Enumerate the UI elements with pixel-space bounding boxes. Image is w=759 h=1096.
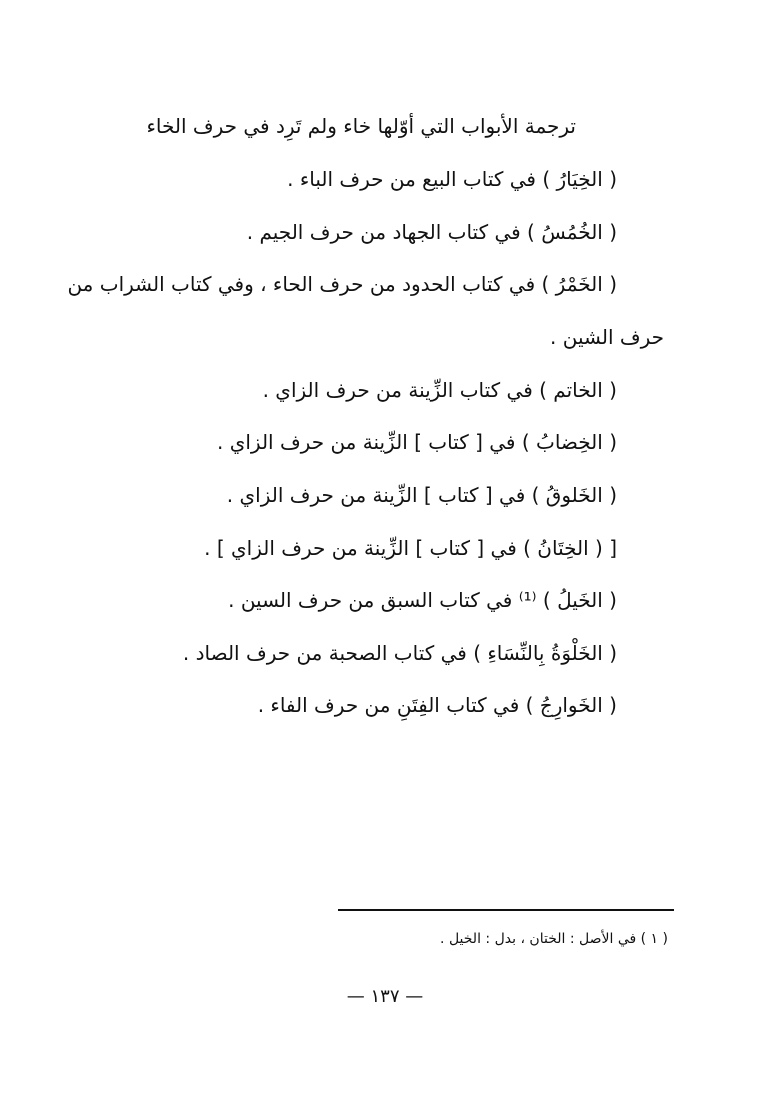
entry-line: ( الخِضابُ ) في [ كتاب ] الزِّينة من حرف الزاي . <box>216 430 617 454</box>
entry-line: [ ( الخِتَانُ ) في [ كتاب ] الزِّينة من حرف الزاي ] . <box>204 536 617 560</box>
entry-line: ( الخُمُسُ ) في كتاب الجهاد من حرف الجيم . <box>246 220 617 244</box>
footnote-divider <box>338 909 674 911</box>
footnote: ( ١ ) في الأصل : الختان ، بدل : الخيل . <box>440 931 668 947</box>
entry-line: ( الخَمْرُ ) في كتاب الحدود من حرف الحاء ، وفي كتاب الشراب من <box>67 272 617 296</box>
entry-line: ( الخَوارِجُ ) في كتاب الفِتَنِ من حرف الفاء . <box>257 693 617 717</box>
page-number: — ١٣٧ — <box>346 986 424 1007</box>
entry-line: ( الخَلوقُ ) في [ كتاب ] الزِّينة من حرف الزاي . <box>226 483 617 507</box>
entry-line: ( الخَيلُ ) ⁽¹⁾ في كتاب السبق من حرف السين . <box>228 588 617 612</box>
section-heading: ترجمة الأبواب التي أوّلها خاء ولم تَرِد في حرف الخاء <box>146 114 576 138</box>
entry-line: ( الخِيَارُ ) في كتاب البيع من حرف الباء . <box>287 167 617 191</box>
entry-line: ( الخَلْوَةُ بِالنِّسَاءِ ) في كتاب الصحبة من حرف الصاد . <box>182 641 617 665</box>
entry-line: ( الخاتم ) في كتاب الزِّينة من حرف الزاي . <box>262 378 617 402</box>
entry-line-continuation: حرف الشين . <box>550 325 664 349</box>
